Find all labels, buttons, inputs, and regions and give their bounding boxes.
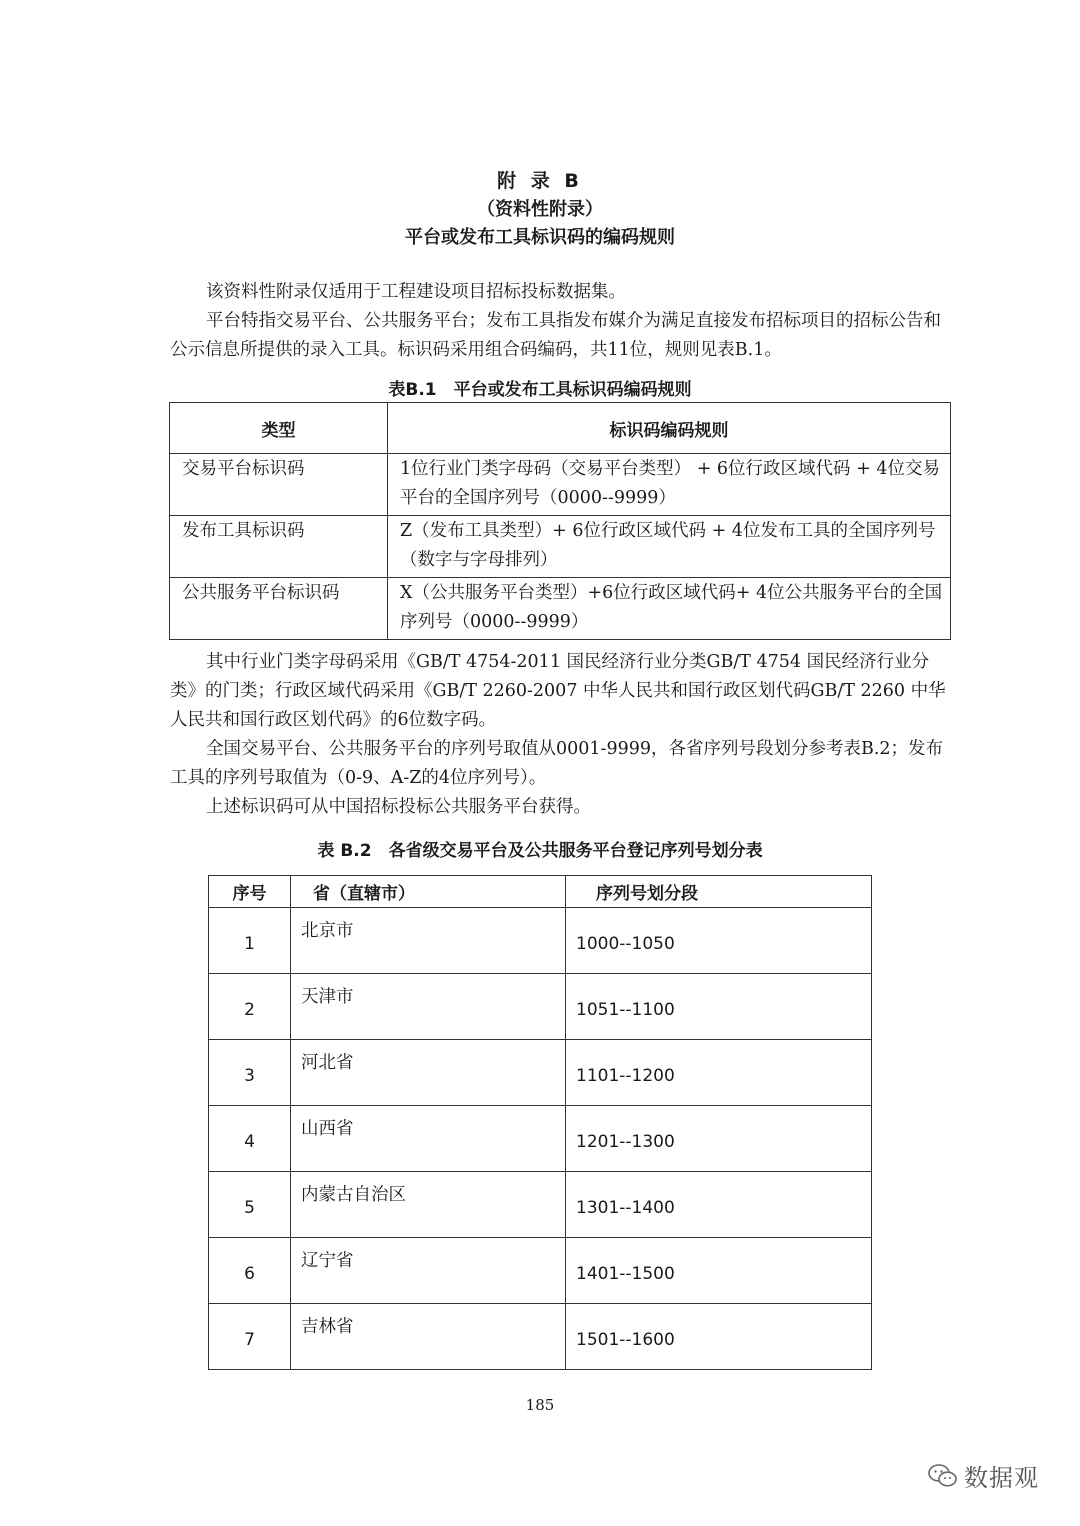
index-cell: 6 [209,1238,291,1304]
range-cell: 1101--1200 [566,1040,872,1106]
intro-paragraph: 平台特指交易平台、公共服务平台；发布工具指发布媒介为满足直接发布招标项目的招标公告和公示信息所提供的录入工具。标识码采用组合码编码，共11位，规则见表B.1。 [170,311,941,360]
watermark [928,1458,1039,1493]
index-cell: 4 [209,1106,291,1172]
column-header: 标识码编码规则 [388,403,951,454]
table-header-row [170,403,951,454]
table-row [170,516,951,578]
range-cell: 1501--1600 [566,1304,872,1370]
appendix-title: 平台或发布工具标识码的编码规则 [405,227,675,248]
rule-cell: 1位行业门类字母码（交易平台类型） + 6位行政区域代码 + 4位交易平台的全国序列号（0000--9999） [388,454,951,516]
province-cell: 山西省 [291,1106,566,1172]
note-paragraph: 上述标识码可从中国招标投标公共服务平台获得。 [206,797,591,817]
table-row [209,974,872,1040]
table-b2 [208,875,872,1370]
table-row [209,1106,872,1172]
table-row [209,1304,872,1370]
rule-cell: Z（发布工具类型）+ 6位行政区域代码 + 4位发布工具的全国序列号（数字与字母排列） [388,516,951,578]
intro-paragraph: 该资料性附录仅适用于工程建设项目招标投标数据集。 [206,282,626,302]
index-cell: 3 [209,1040,291,1106]
index-cell: 7 [209,1304,291,1370]
appendix-type: （资料性附录） [477,199,603,220]
column-header: 序号 [209,876,291,908]
table-row [209,908,872,974]
range-cell: 1051--1100 [566,974,872,1040]
table-b1 [169,402,951,640]
index-cell: 5 [209,1172,291,1238]
table-row [209,1040,872,1106]
page-number: 185 [525,1396,555,1414]
type-cell: 发布工具标识码 [170,516,388,578]
type-cell: 交易平台标识码 [170,454,388,516]
column-header: 省（直辖市） [291,876,566,908]
range-cell: 1000--1050 [566,908,872,974]
wechat-icon [928,1463,958,1489]
note-paragraph: 其中行业门类字母码采用《GB/T 4754-2011 国民经济行业分类GB/T 4754 国民经济行业分类》的门类；行政区域代码采用《GB/T 2260-2007 中华人民共和国行政区划代码GB/T 2260 中华人民共和国行政区划代码》的6位数字码。 [170,652,946,730]
table-row [170,454,951,516]
province-cell: 河北省 [291,1040,566,1106]
province-cell: 天津市 [291,974,566,1040]
appendix-label: 附 录 B [497,170,583,192]
range-cell: 1401--1500 [566,1238,872,1304]
watermark-text: 数据观 [964,1464,1039,1492]
note-paragraph: 全国交易平台、公共服务平台的序列号取值从0001-9999，各省序列号段划分参考表B.2；发布工具的序列号取值为（0-9、A-Z的4位序列号）。 [170,739,944,788]
table-b2-caption: 表 B.2 各省级交易平台及公共服务平台登记序列号划分表 [317,841,763,861]
type-cell: 公共服务平台标识码 [170,578,388,640]
table-b1-caption: 表B.1 平台或发布工具标识码编码规则 [388,380,692,400]
range-cell: 1201--1300 [566,1106,872,1172]
range-cell: 1301--1400 [566,1172,872,1238]
column-header: 类型 [170,403,388,454]
province-cell: 辽宁省 [291,1238,566,1304]
province-cell: 吉林省 [291,1304,566,1370]
province-cell: 北京市 [291,908,566,974]
index-cell: 2 [209,974,291,1040]
column-header: 序列号划分段 [566,876,872,908]
province-cell: 内蒙古自治区 [291,1172,566,1238]
rule-cell: X（公共服务平台类型）+6位行政区域代码+ 4位公共服务平台的全国序列号（0000--9999） [388,578,951,640]
table-row [209,1172,872,1238]
table-row [170,578,951,640]
table-row [209,1238,872,1304]
index-cell: 1 [209,908,291,974]
table-header-row [209,876,872,908]
